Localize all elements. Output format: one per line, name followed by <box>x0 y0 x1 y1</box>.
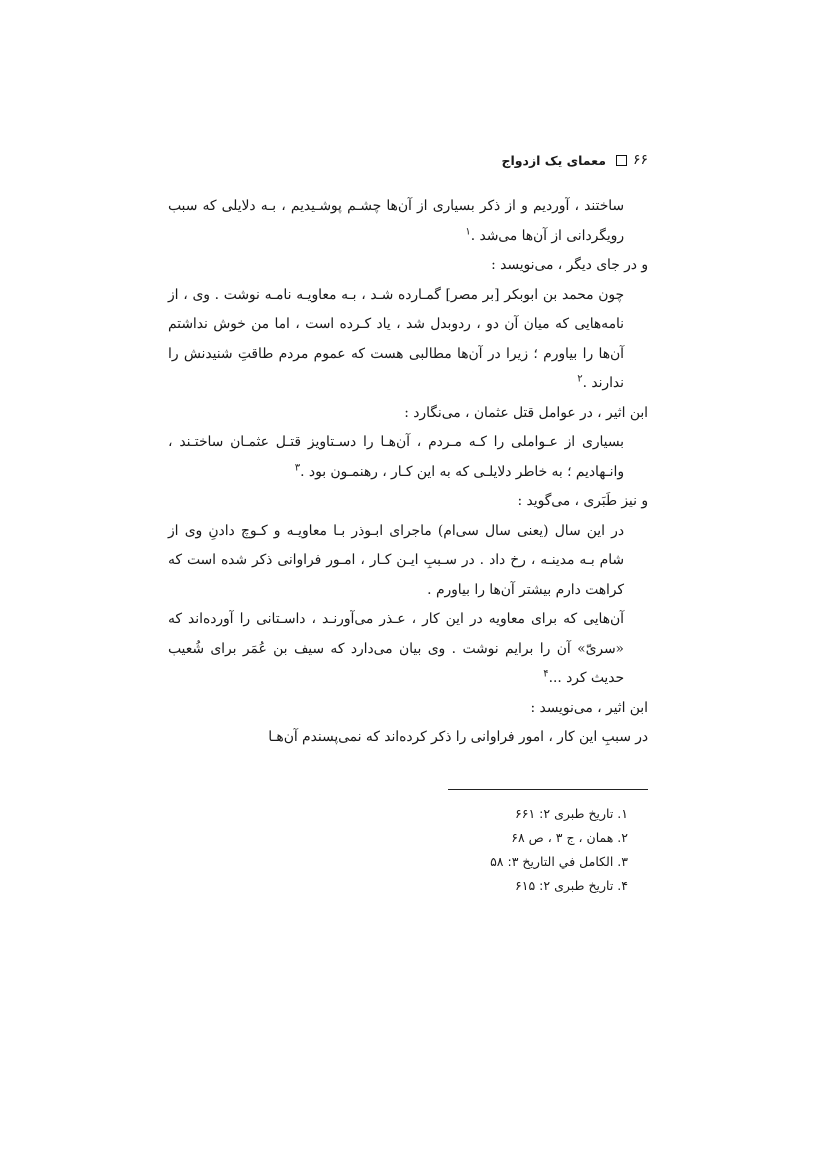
header-square-icon <box>616 155 627 166</box>
intro-line-4: ابن اثیر ، در عوامل قتل عثمان ، می‌نگارد : <box>404 404 648 421</box>
paragraph-10: در سببِ این کار ، امور فراوانی را ذکر کرده‌اند که نمی‌پسندم آن‌هـا <box>268 729 648 745</box>
quote-text: چون محمد بن ابوبکر [بر مصر] گمـارده شـد ، بـه معاویـه نامـه نوشت . وی ، از نامه‌هایی که میان آن دو ، ردوبدل شد ، یاد کـرده است ، اما من خوش نداشتم آن‌ها را بیاورم ؛ زیرا در آن‌ها مطالبی هست که عموم مردم طاقتِ شنیدنش را ندارند . <box>168 286 624 391</box>
quote-text: بسیاری از عـواملی را کـه مـردم ، آن‌هـا را دسـتاویز قتـل عثمـان ساختـند ، وانـهادیم ؛ به خاطر دلایلـی که به این کـار ، رهنمـون بود . <box>168 434 624 480</box>
quote-paragraph-3 <box>168 281 648 399</box>
page-number: ۶۶ <box>632 152 648 168</box>
quote-text: ساختند ، آوردیم و از ذکر بسیاری از آن‌ها چشـم پوشـیدیم ، بـه دلایلی که سبب رویگردانی از آن‌ها می‌شد . <box>168 198 624 244</box>
footnote-2: ۲. همان ، ج ۳ ، ص ۶۸ <box>511 829 628 845</box>
quote-paragraph-8 <box>168 605 648 694</box>
quote-paragraph-7: در این سال (یعنی سال سی‌ام) ماجرای ابـوذر بـا معاویـه و کـوچ دادنِ وی از شام بـه مدینـه ، رخ داد . در سـببِ ایـن کـار ، امـور فراوانی ذکر شده است که کراهت دارم بیشتر آن‌ها را بیاورم . <box>168 522 624 598</box>
quote-text: آن‌هایی که برای معاویه در این کار ، عـذر می‌آورنـد ، داسـتانی را آورده‌اند که «سریّ» آن را برایم نوشت . وی بیان می‌دارد که سیف بن عُمَر برای شُعیب حدیث کرد ... <box>168 611 624 686</box>
quote-paragraph-5 <box>168 428 648 487</box>
footnotes <box>168 802 648 898</box>
footnote-1: ۱. تاریخ طبری ۲: ۶۶۱ <box>515 805 628 821</box>
footnote-ref: ۲ <box>577 373 583 385</box>
running-header <box>168 150 648 170</box>
intro-line-6: و نیز طَبَری ، می‌گوید : <box>517 493 648 509</box>
footnote-ref: ۴ <box>543 668 549 680</box>
footnote-ref: ۱ <box>465 225 471 237</box>
intro-line-2: و در جای دیگر ، می‌نویسد : <box>491 257 648 273</box>
intro-line-9: ابن اثیر ، می‌نویسد : <box>530 699 648 716</box>
page-content <box>168 150 648 898</box>
footnote-ref: ۳ <box>294 461 301 473</box>
running-title: معمای یک ازدواج <box>501 152 606 168</box>
quote-paragraph-1 <box>168 192 648 251</box>
footnote-4: ۴. تاریخ طبری ۲: ۶۱۵ <box>515 877 628 893</box>
footnote-divider <box>448 789 648 790</box>
footnote-3: ۳. الکامل في التاریخ ۳: ۵۸ <box>490 853 628 869</box>
